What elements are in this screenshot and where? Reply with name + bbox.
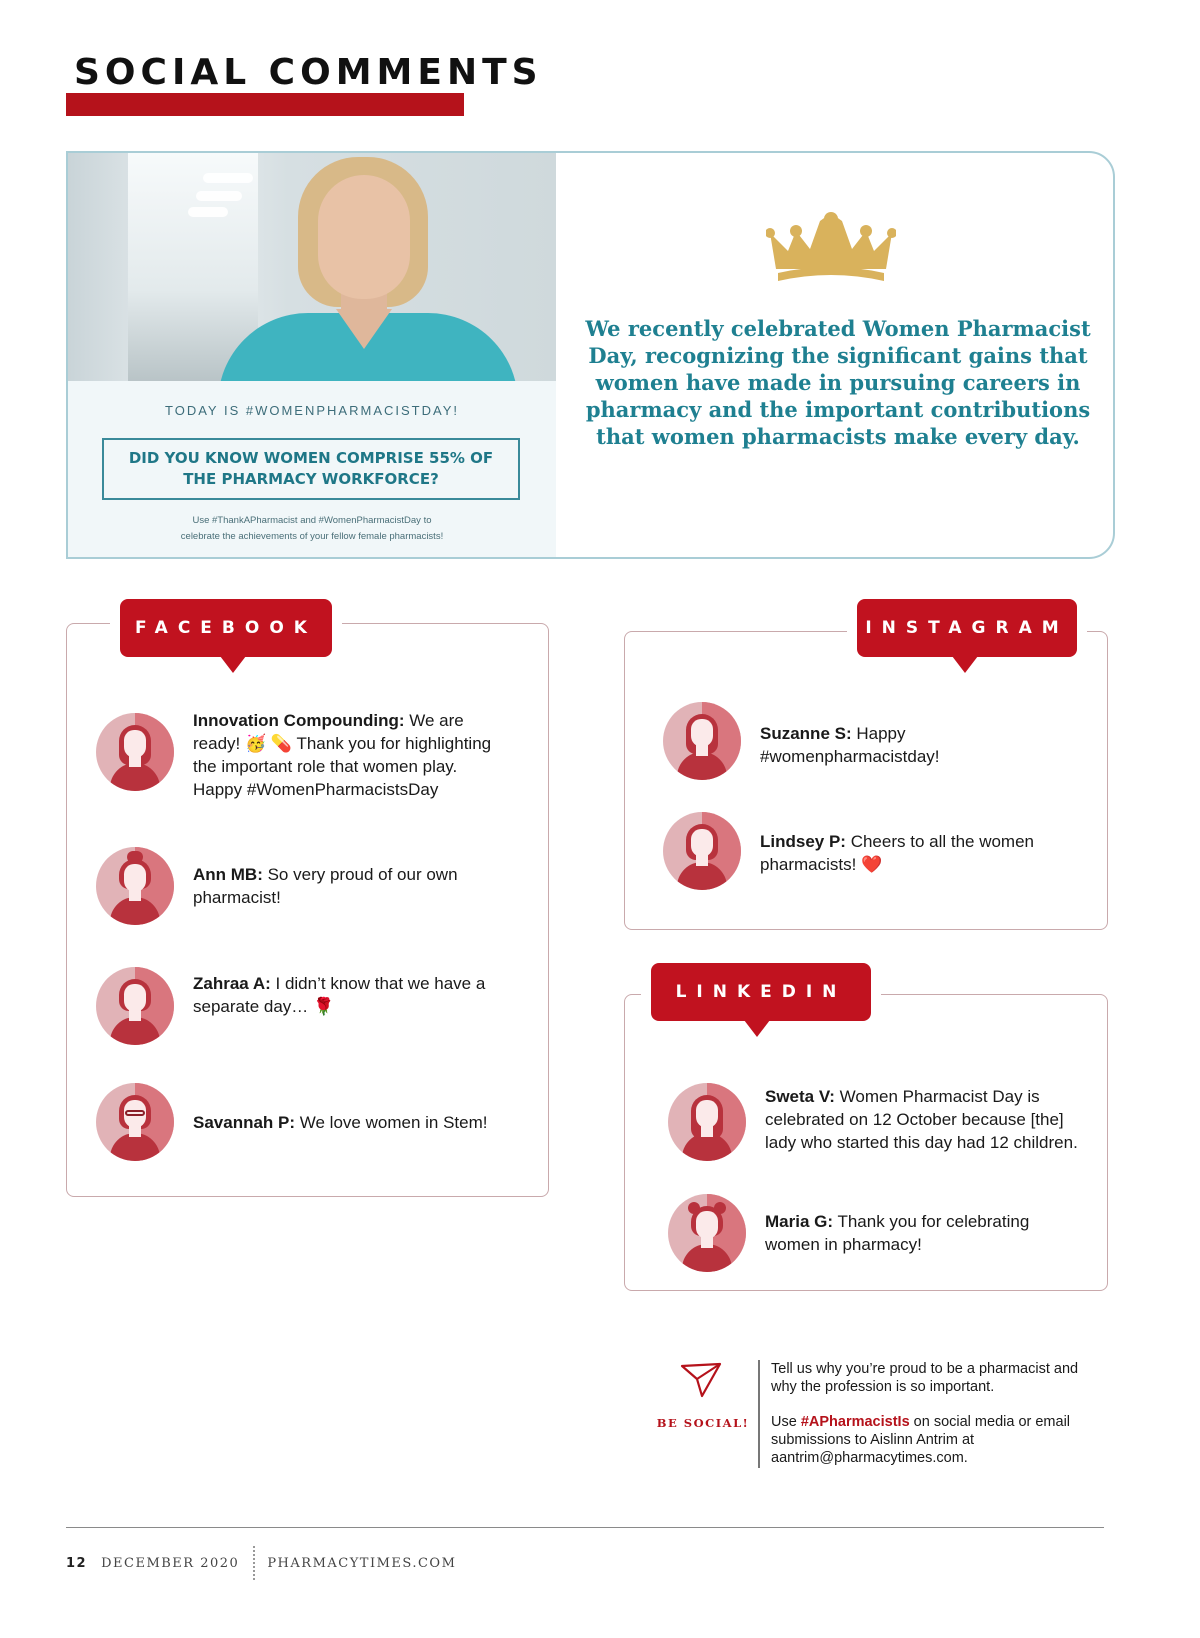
- commenter-name: Lindsey P:: [760, 832, 846, 851]
- divider-line: [758, 1360, 760, 1468]
- footer-rule: [66, 1527, 1104, 1528]
- commenter-name: Zahraa A:: [193, 974, 271, 993]
- avatar: [663, 812, 741, 890]
- social-line-2-post: on social media or email submissions to Aislinn Antrim at aantrim@pharmacytimes.com.: [771, 1414, 1071, 1466]
- social-hashtag: #APharmacistIs: [800, 1414, 910, 1430]
- social-line-2: [771, 1413, 1101, 1467]
- instagram-comment: [760, 830, 1050, 876]
- crown-icon: [766, 211, 896, 281]
- be-social-label: BE SOCIAL!: [656, 1416, 750, 1430]
- comment-text: Thank you for celebrating women in pharmacy!: [765, 1212, 1030, 1254]
- avatar-face: [124, 730, 146, 758]
- footer-separator: [253, 1546, 255, 1580]
- title-underline-bar: [66, 93, 464, 116]
- photo-face: [318, 175, 410, 299]
- issue-date: DECEMBER 2020: [101, 1555, 240, 1571]
- social-line-2-pre: Use: [771, 1414, 801, 1430]
- commenter-name: Ann MB:: [193, 865, 263, 884]
- commenter-name: Suzanne S:: [760, 724, 852, 743]
- comment-text: Happy #womenpharmacistday!: [760, 724, 940, 766]
- pharmacist-photo: [68, 153, 556, 381]
- site-name: PHARMACYTIMES.COM: [267, 1555, 457, 1571]
- avatar: [96, 713, 174, 791]
- avatar-face: [691, 829, 713, 857]
- commenter-name: Sweta V:: [765, 1087, 835, 1106]
- hero-stat-box: DID YOU KNOW WOMEN COMPRISE 55% OF THE PHARMACY WORKFORCE?: [102, 438, 520, 500]
- avatar: [96, 847, 174, 925]
- comment-text: So very proud of our own pharmacist!: [193, 865, 458, 907]
- avatar-face: [696, 1100, 718, 1128]
- commenter-name: Savannah P:: [193, 1113, 296, 1132]
- linkedin-comment: [765, 1085, 1085, 1154]
- hero-image-panel: [68, 153, 556, 557]
- avatar: [663, 702, 741, 780]
- commenter-name: Innovation Compounding:: [193, 711, 405, 730]
- hero-small-line: Use #ThankAPharmacist and #WomenPharmacistDay to: [192, 515, 432, 526]
- linkedin-comment: [765, 1210, 1055, 1256]
- hero-headline: We recently celebrated Women Pharmacist Day, recognizing the significant gains that women have made in pursuing careers in pharmacy and the important contributions that women pharmacists make every day.: [585, 316, 1091, 449]
- commenter-name: Maria G:: [765, 1212, 834, 1231]
- linkedin-tab: LINKEDIN: [651, 963, 871, 1021]
- avatar: [668, 1083, 746, 1161]
- social-line-1: Tell us why you’re proud to be a pharmacist and why the profession is so important.: [771, 1361, 1079, 1395]
- comment-text: I didn’t know that we have a separate day… 🌹: [193, 974, 486, 1016]
- photo-ceiling-light: [196, 191, 242, 201]
- facebook-comment: [193, 863, 483, 909]
- hero-card: [66, 151, 1115, 559]
- footer: [66, 1546, 456, 1580]
- social-call-to-action: [771, 1360, 1101, 1484]
- avatar: [96, 967, 174, 1045]
- avatar-glasses: [125, 1110, 145, 1116]
- facebook-comment: [193, 1111, 503, 1134]
- comment-text: We are ready! 🥳 💊 Thank you for highlighting the important role that women play. Happy #WomenPharmacistsDay: [193, 711, 492, 799]
- avatar: [668, 1194, 746, 1272]
- avatar-face: [696, 1211, 718, 1239]
- hero-small-text: [108, 513, 516, 545]
- comment-text: Cheers to all the women pharmacists! ❤️: [760, 832, 1035, 874]
- paper-plane-icon: [680, 1362, 722, 1398]
- page-title: SOCIAL COMMENTS: [74, 52, 543, 93]
- comment-text: We love women in Stem!: [295, 1113, 488, 1132]
- photo-ceiling-light: [203, 173, 253, 183]
- avatar: [96, 1083, 174, 1161]
- photo-vneck: [336, 309, 392, 349]
- comment-text: Women Pharmacist Day is celebrated on 12 October because [the] lady who started this day had 12 children.: [765, 1087, 1078, 1152]
- facebook-comment: [193, 709, 503, 801]
- avatar-face: [124, 864, 146, 892]
- hero-today-text: TODAY IS #WOMENPHARMACISTDAY!: [165, 403, 459, 418]
- facebook-comment: [193, 972, 493, 1018]
- hero-small-line: celebrate the achievements of your fellow female pharmacists!: [180, 531, 444, 542]
- instagram-tab: INSTAGRAM: [857, 599, 1077, 657]
- photo-ceiling-light: [188, 207, 228, 217]
- avatar-face: [691, 719, 713, 747]
- instagram-comment: [760, 722, 960, 768]
- page-number: 12: [66, 1555, 88, 1571]
- avatar-face: [124, 984, 146, 1012]
- facebook-tab: FACEBOOK: [120, 599, 332, 657]
